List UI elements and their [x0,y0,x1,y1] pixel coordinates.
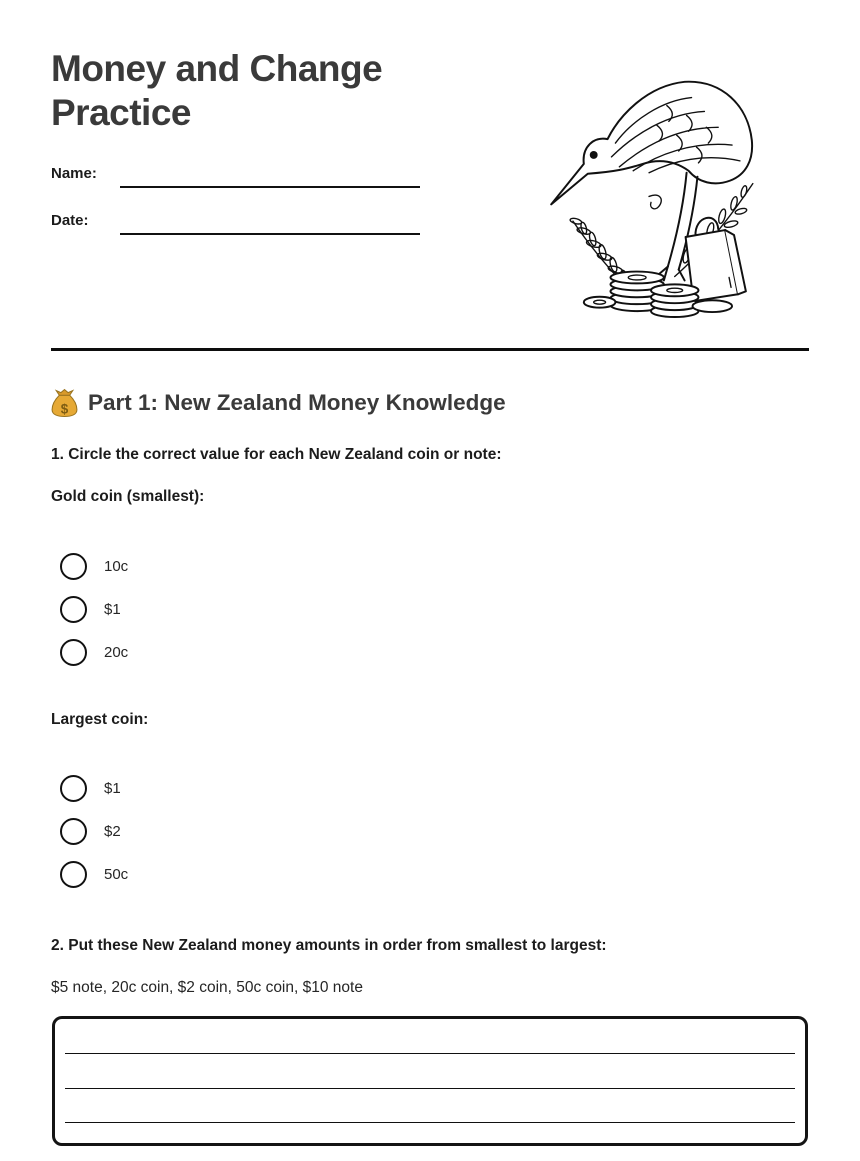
svg-text:$: $ [60,401,69,417]
answer-line-2[interactable] [65,1088,795,1089]
option-row-gold-10c [60,554,128,578]
kiwi-eye [590,151,598,159]
option-label-largest-50c: 50c [104,865,129,883]
option-label-gold-1dollar: $1 [104,600,121,618]
option-row-largest-50c [60,862,128,886]
option-row-largest-1dollar [60,776,121,800]
option-row-gold-20c [60,640,128,664]
answer-box [52,1016,808,1146]
radio-gold-20c[interactable] [60,639,87,666]
option-label-gold-20c: 20c [104,643,129,661]
name-input-line[interactable] [120,186,420,188]
option-row-gold-1dollar [60,597,121,621]
name-label: Name: [51,165,97,182]
kiwi-illustration [528,66,776,318]
radio-gold-10c[interactable] [60,553,87,580]
gold-coin-group-label: Gold coin (smallest): [51,488,205,505]
kiwi-feathers [611,98,739,209]
question-2-items: $5 note, 20c coin, $2 coin, 50c coin, $10 note [51,979,363,996]
date-label: Date: [51,212,89,229]
answer-line-1[interactable] [65,1053,795,1054]
radio-gold-1dollar[interactable] [60,596,87,623]
option-row-largest-2dollar [60,819,121,843]
option-label-largest-1dollar: $1 [104,779,121,797]
kiwi-body-outline [551,82,752,205]
radio-largest-50c[interactable] [60,861,87,888]
money-bag-icon [51,388,78,417]
part1-heading-label: Part 1: New Zealand Money Knowledge [88,389,506,415]
option-label-largest-2dollar: $2 [104,822,121,840]
radio-largest-2dollar[interactable] [60,818,87,845]
question-2-prompt: 2. Put these New Zealand money amounts in order from smallest to largest: [51,937,607,954]
date-input-line[interactable] [120,233,420,235]
answer-line-3[interactable] [65,1122,795,1123]
question-1-prompt: 1. Circle the correct value for each New Zealand coin or note: [51,446,502,463]
radio-largest-1dollar[interactable] [60,775,87,802]
option-label-gold-10c: 10c [104,557,129,575]
section-divider [51,348,809,351]
largest-coin-group-label: Largest coin: [51,711,149,728]
part1-heading [51,388,506,417]
page-title: Money and Change Practice [51,48,383,134]
